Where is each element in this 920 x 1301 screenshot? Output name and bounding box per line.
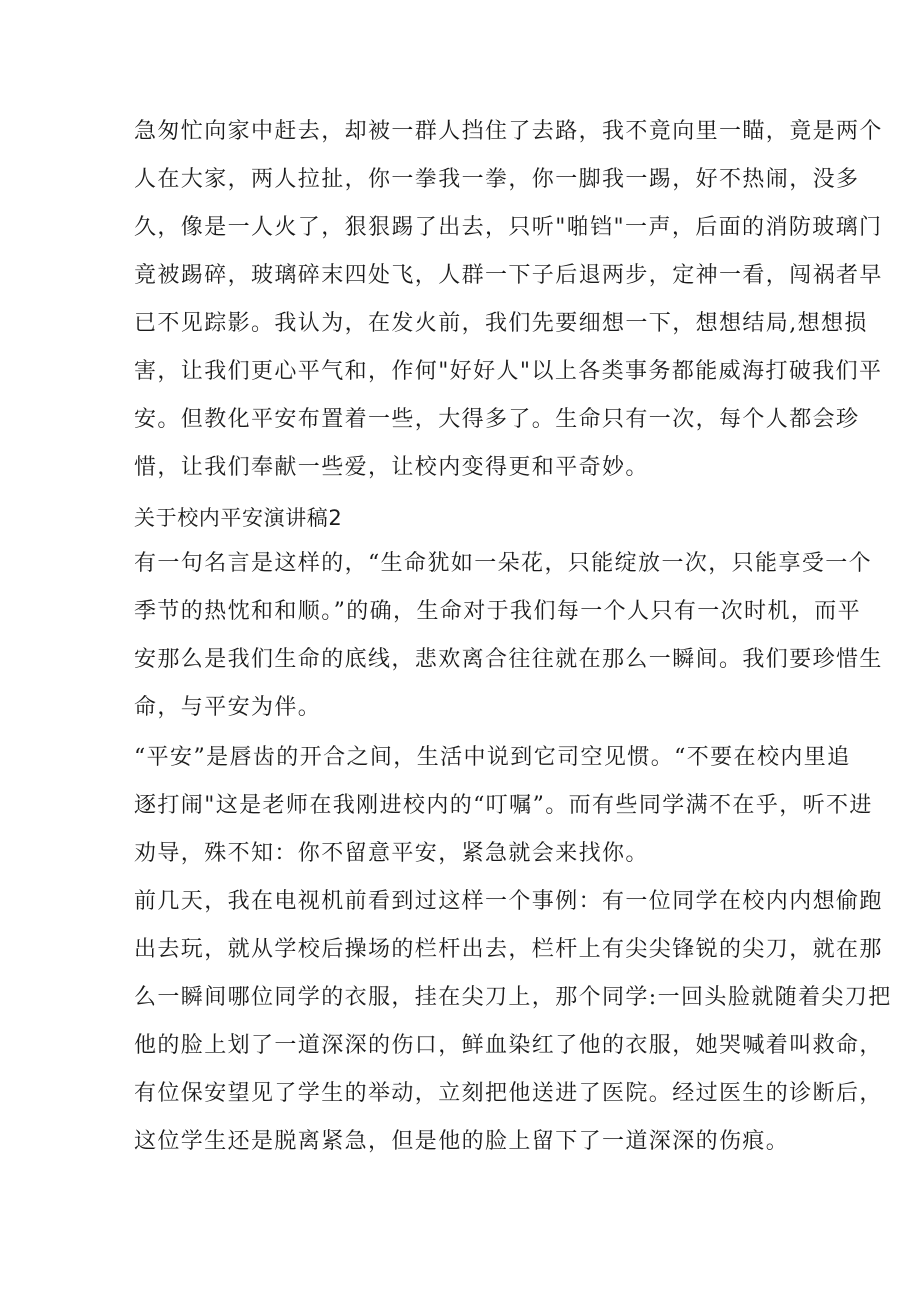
text-line: 这位学生还是脱离紧急，但是他的脸上留下了一道深深的伤痕。 bbox=[134, 1129, 790, 1154]
paragraph bbox=[134, 878, 892, 1166]
text-line: 前几天，我在电视机前看到过这样一个事例：有一位同学在校内内想偷跑 bbox=[134, 889, 883, 914]
text-line: 他的脸上划了一道深深的伤口，鲜血染红了他的衣服，她哭喊着叫救命， bbox=[134, 1033, 883, 1058]
text-line: 安。但教化平安布置着一些，大得多了。生命只有一次，每个人都会珍 bbox=[134, 407, 860, 432]
text-line: 害，让我们更心平气和，作何"好好人"以上各类事务都能威海打破我们平 bbox=[134, 359, 883, 384]
text-line: 出去玩，就从学校后操场的栏杆出去，栏杆上有尖尖锋锐的尖刀，就在那 bbox=[134, 937, 883, 962]
text-line: 命，与平安为伴。 bbox=[134, 695, 322, 720]
text-line: 急匆忙向家中赶去，却被一群人挡住了去路，我不竟向里一瞄，竟是两个 bbox=[134, 119, 883, 144]
text-line: 人在大家，两人拉扯，你一拳我一拳，你一脚我一踢，好不热闹，没多 bbox=[134, 167, 860, 192]
text-line: “平安”是唇齿的开合之间，生活中说到它司空见惯。“不要在校内里追 bbox=[134, 745, 851, 770]
text-line: 么一瞬间哪位同学的衣服，挂在尖刀上，那个同学:一回头脸就随着尖刀把 bbox=[134, 985, 892, 1010]
text-line: 劝导，殊不知：你不留意平安，紧急就会来找你。 bbox=[134, 841, 649, 866]
text-line: 有位保安望见了学生的举动，立刻把他送进了医院。经过医生的诊断后， bbox=[134, 1081, 883, 1106]
paragraph bbox=[134, 108, 883, 492]
section-title bbox=[134, 495, 794, 541]
paragraph bbox=[134, 734, 873, 878]
text-line: 竟被踢碎，玻璃碎末四处飞，人群一下子后退两步，定神一看，闯祸者早 bbox=[134, 263, 883, 288]
section-title-text: 关于校内平安演讲稿2 bbox=[134, 506, 343, 530]
text-line: 惜，让我们奉献一些爱，让校内变得更和平奇妙。 bbox=[134, 455, 649, 480]
paragraph bbox=[134, 540, 883, 732]
text-line: 安那么是我们生命的底线，悲欢离合往往就在那么一瞬间。我们要珍惜生 bbox=[134, 647, 883, 672]
text-line: 已不见踪影。我认为，在发火前，我们先要细想一下，想想结局,想想损 bbox=[134, 311, 868, 336]
text-line: 逐打闹"这是老师在我刚进校内的“叮嘱”。而有些同学满不在乎，听不进 bbox=[134, 793, 873, 818]
text-line: 有一句名言是这样的，“生命犹如一朵花，只能绽放一次，只能享受一个 bbox=[134, 551, 873, 576]
text-line: 久，像是一人火了，狠狠踢了出去，只听"啪铛"一声，后面的消防玻璃门 bbox=[134, 215, 883, 240]
text-line: 季节的热忱和和顺。”的确，生命对于我们每一个人只有一次时机，而平 bbox=[134, 599, 862, 624]
